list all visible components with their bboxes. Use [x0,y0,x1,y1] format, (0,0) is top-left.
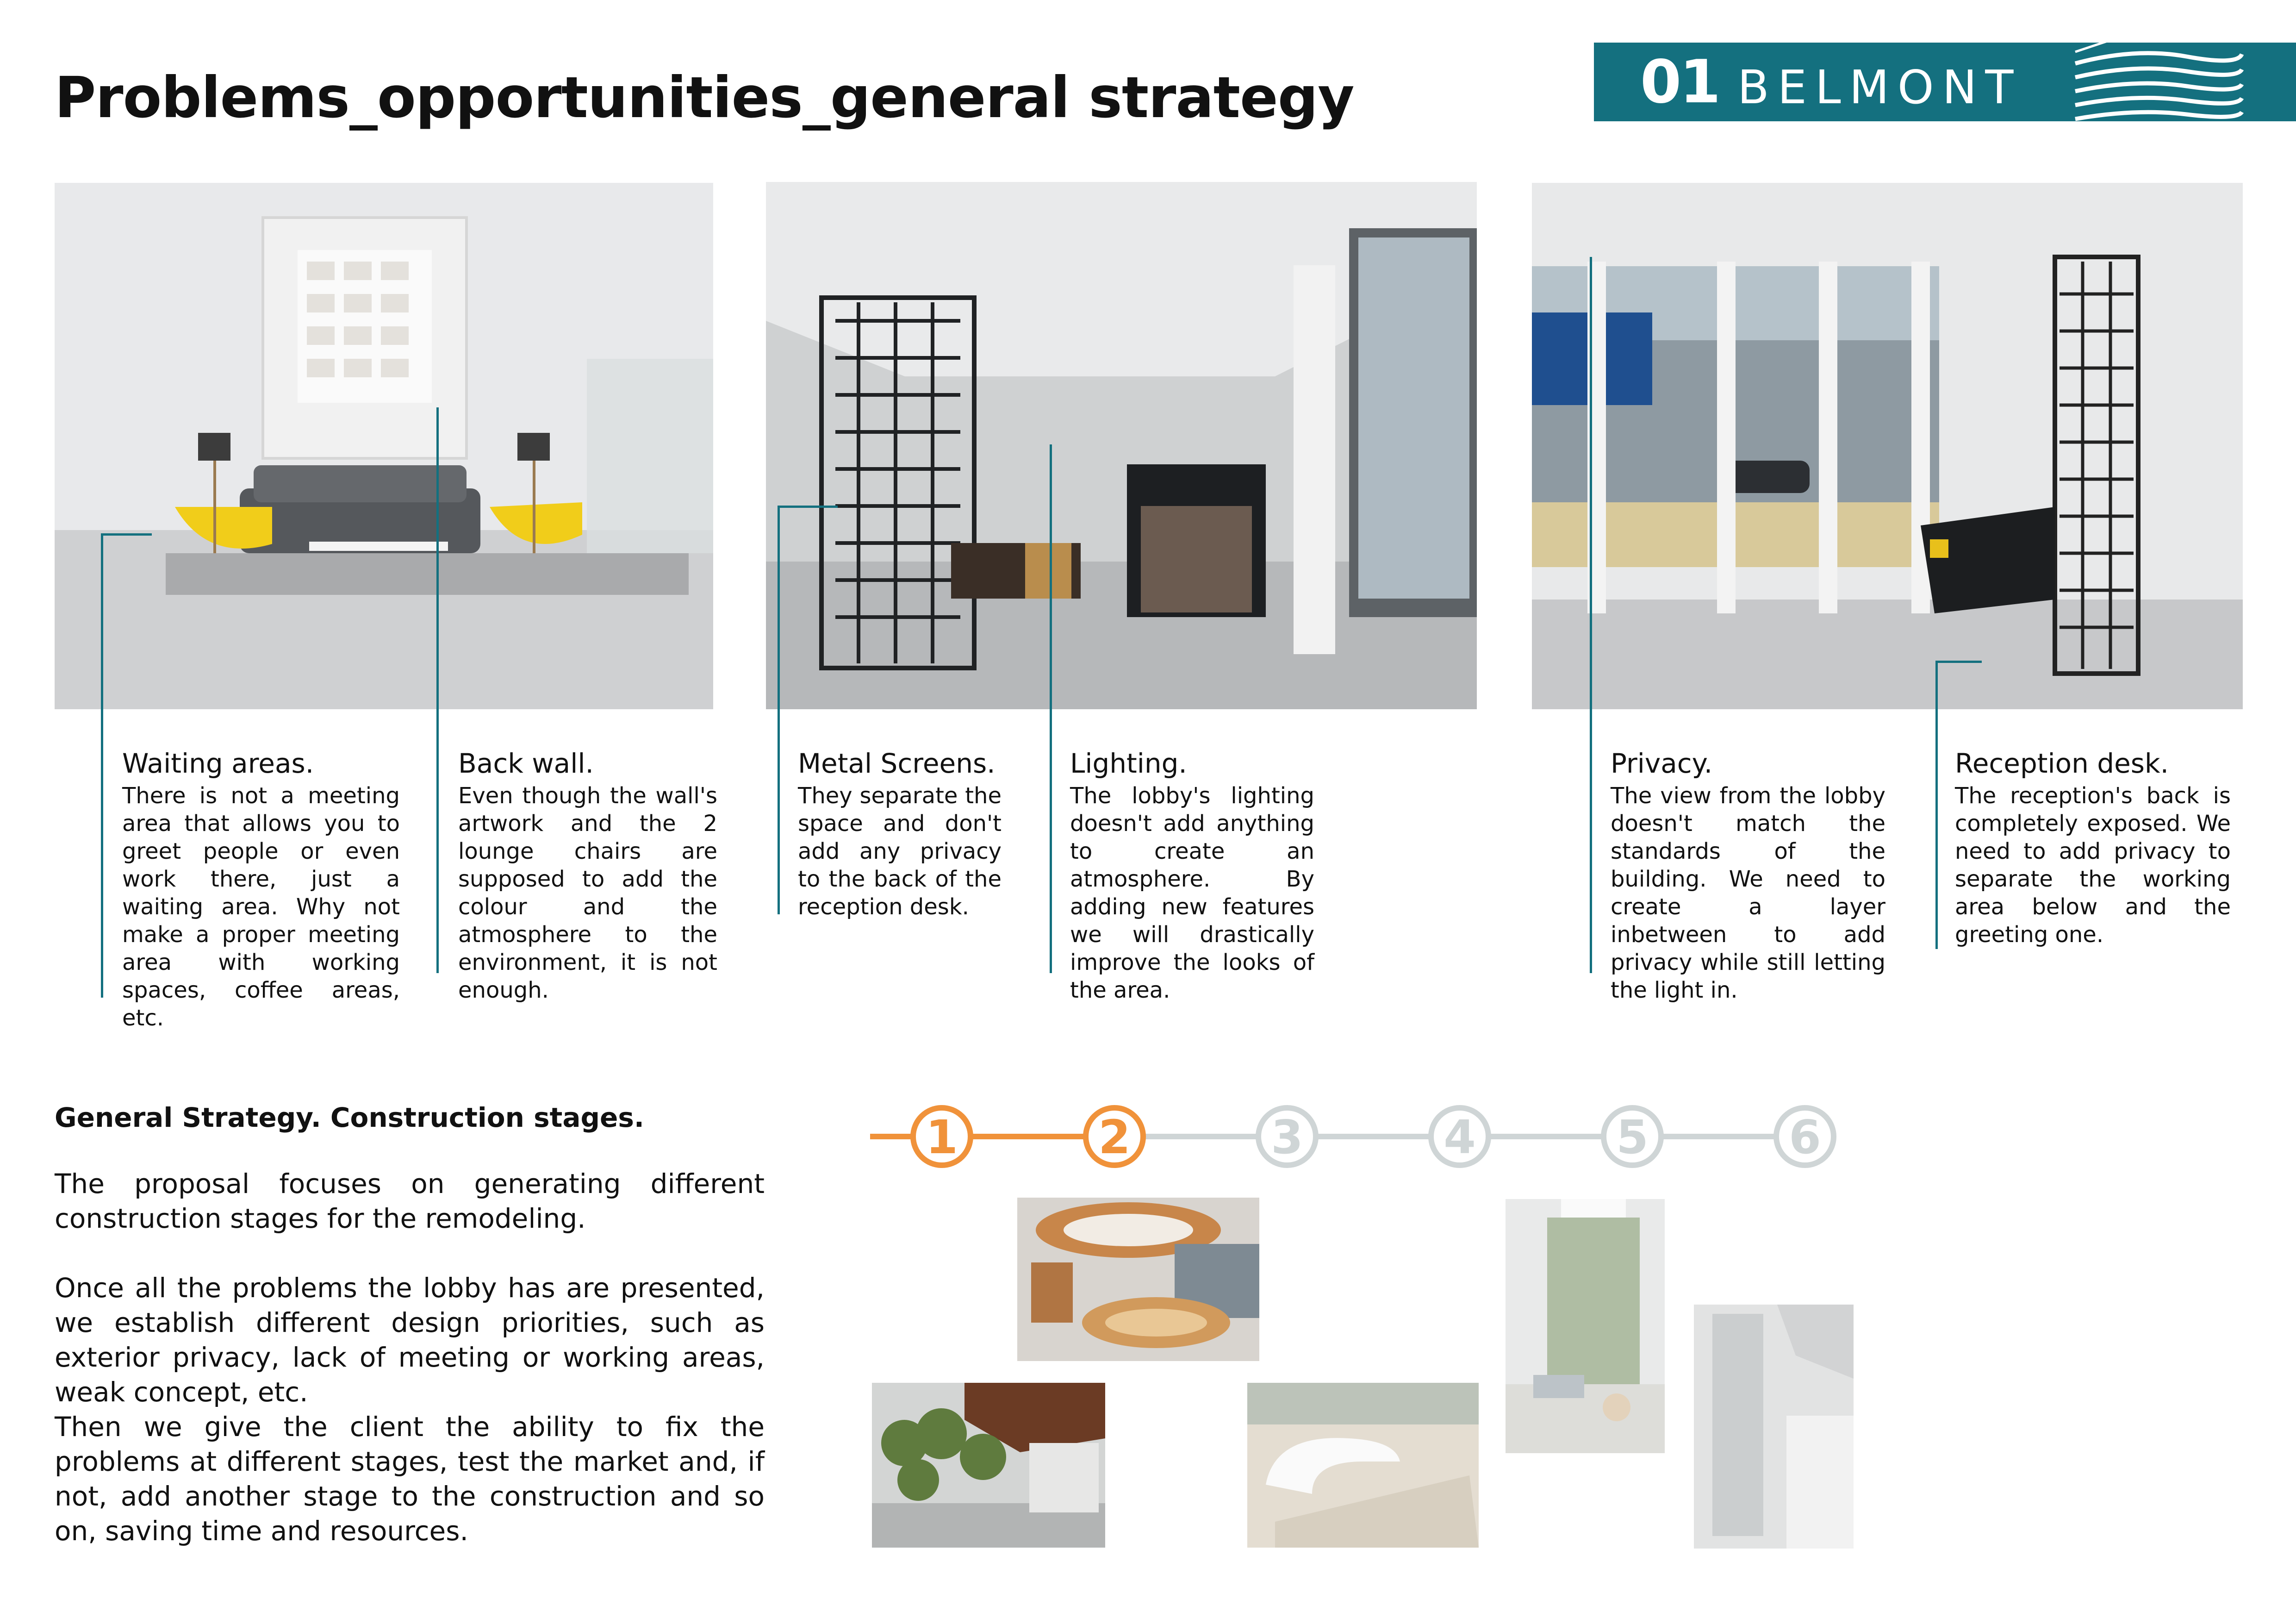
note-body: The lobby's lighting doesn't add anything to create an atmosphere. By adding new features we will drastically improve the looks of the area. [1070,783,1314,1003]
note-heading: Metal Screens. [798,748,996,779]
note-body: There is not a meeting area that allows you to greet people or even work there, just a waiting area. Why not make a proper meeting area with working spaces, coffee areas, etc. [122,783,400,1031]
strategy-paragraph: The proposal focuses on generating different construction stages for the remodeling. [55,1168,765,1234]
brand-logo [1594,43,2296,121]
logo-number: 01 [1640,47,1719,117]
note-privacy [1611,748,1885,1004]
leader-line-privacy [1590,257,1592,973]
note-heading: Lighting. [1070,748,1187,779]
stage-5-image [1694,1305,1854,1549]
stage-1-label: 1 [926,1110,958,1164]
note-body: The reception's back is completely exposed. We need to add privacy to separate the working area below and the greeting one. [1955,783,2231,948]
stage-1-image [1017,1198,1259,1361]
stage-4-label: 4 [1444,1110,1476,1164]
leader-line-waiting [101,535,103,998]
logo-name: BELMONT [1737,60,2022,114]
leader-line-lighting [1050,444,1052,973]
leader-line-waiting-tick [101,533,152,536]
note-body: They separate the space and don't add any privacy to the back of the reception desk. [798,783,1002,920]
page-title: Problems_opportunities_general strategy [55,65,1354,131]
stage-4-image [1506,1199,1665,1453]
strategy-title: General Strategy. Construction stages. [55,1102,644,1133]
note-body: The view from the lobby doesn't match the standards of the building. We need to create a layer inbetween to add privacy while still letting the light in. [1611,783,1885,1003]
building-logo-icon [2066,19,2251,131]
note-heading: Back wall. [458,748,594,779]
leader-line-screens-tick [778,506,838,508]
stage-3-label: 3 [1271,1110,1303,1164]
note-heading: Waiting areas. [122,748,314,779]
stage-2-image [872,1383,1105,1548]
note-body: Even though the wall's artwork and the 2 lounge chairs are supposed to add the colour and the atmosphere to the environment, it is not enough. [458,783,717,1003]
leader-line-reception [1935,662,1938,949]
stage-3-image [1247,1383,1479,1548]
note-heading: Privacy. [1611,748,1713,779]
note-back-wall [458,748,717,1004]
leader-line-reception-tick [1935,661,1982,663]
strategy-paragraph: Once all the problems the lobby has are presented, we establish different design priorities, such as exterior privacy, lack of meeting or working areas, weak concept, etc. [55,1272,765,1408]
stage-6-label: 6 [1789,1110,1821,1164]
leader-line-backwall [436,407,439,973]
leader-line-screens [778,507,780,914]
reception-photo [1532,183,2243,709]
note-metal-screens [798,748,1002,921]
note-heading: Reception desk. [1955,748,2169,779]
lobby-screens-photo [766,182,1477,709]
stage-5-label: 5 [1616,1110,1649,1164]
note-reception-desk [1955,748,2231,949]
note-lighting [1070,748,1314,1004]
waiting-area-photo [55,183,713,709]
note-waiting-areas [122,748,400,1032]
strategy-paragraph: Then we give the client the ability to fix the problems at different stages, test the market and, if not, add another stage to the construction and so on, saving time and resources. [55,1411,765,1547]
stage-2-label: 2 [1098,1110,1131,1164]
stage-timeline [865,1102,1860,1171]
strategy-body [55,1167,765,1549]
